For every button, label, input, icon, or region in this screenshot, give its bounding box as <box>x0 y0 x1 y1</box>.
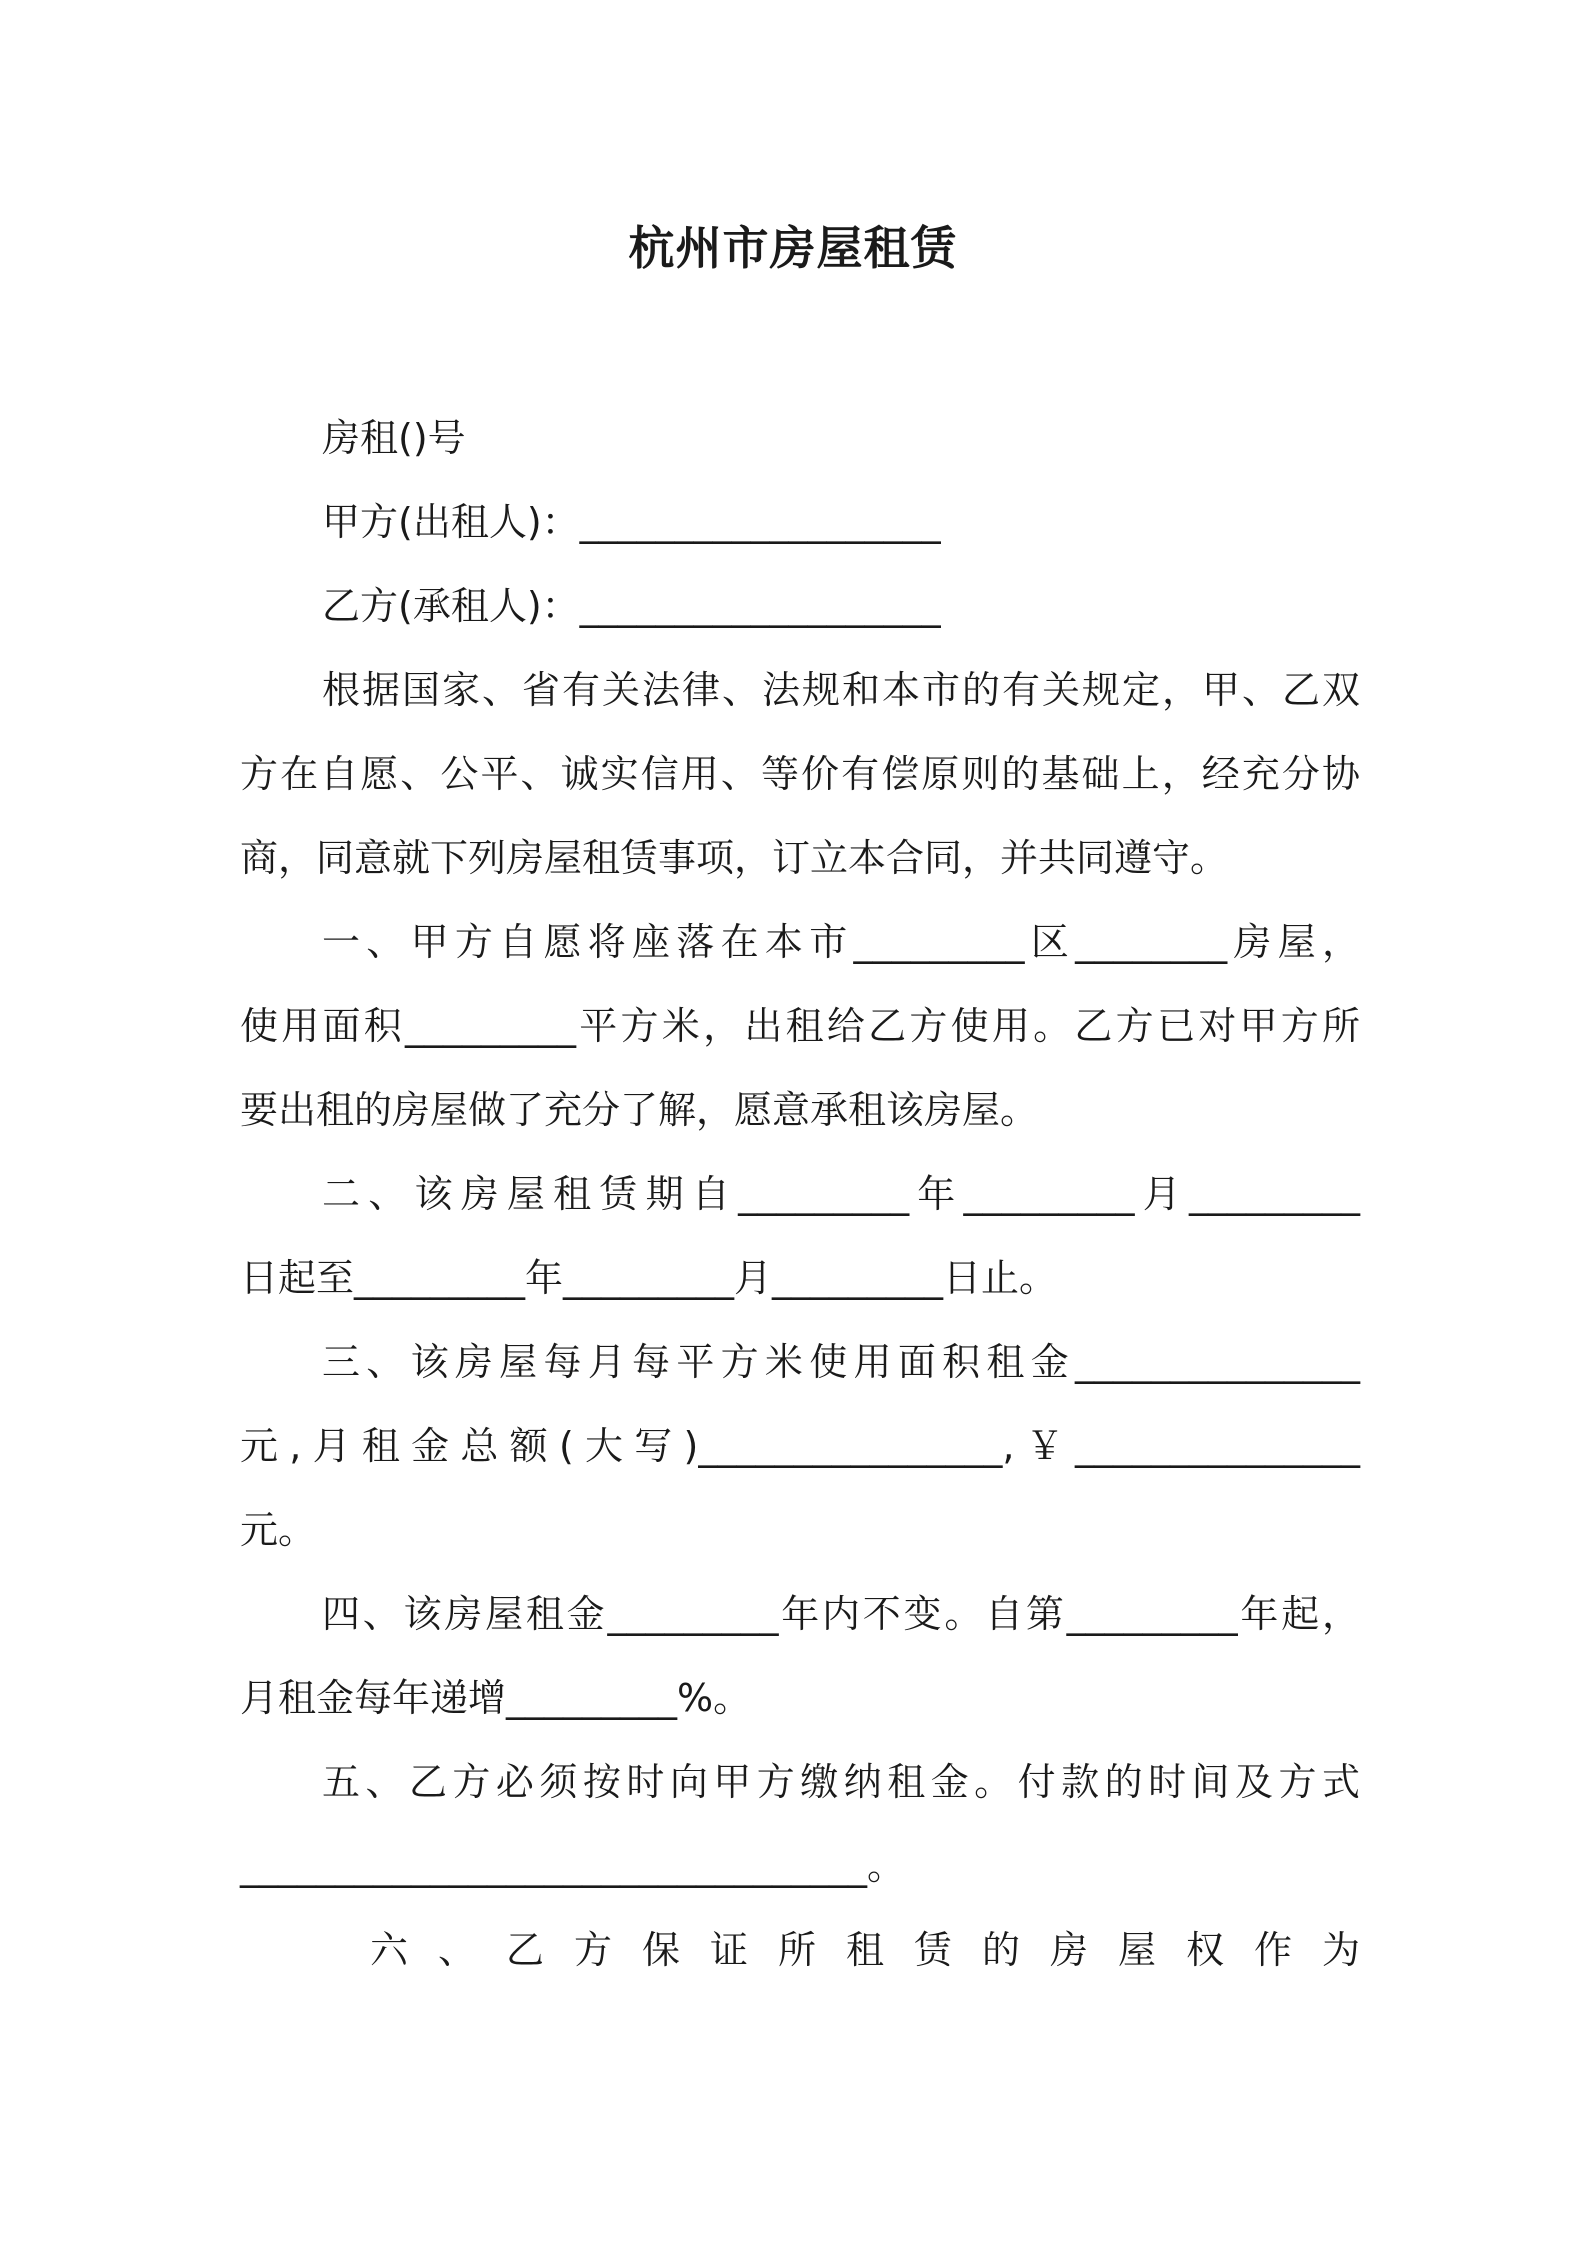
clause-1-line-3: 要出租的房屋做了充分了解，愿意承租该房屋。 <box>240 1088 1039 1132</box>
clause-4-line-1: 四、该房屋租金_________年内不变。自第_________年起， <box>322 1592 1360 1636</box>
clause-5-line-2: _________________________________。 <box>240 1844 906 1888</box>
clause-2-line-2: 日起至_________年_________月_________日止。 <box>240 1256 1058 1300</box>
clause-3-line-2: 元,月租金总额(大写)________________,￥_______________ <box>240 1424 1360 1468</box>
clause-3-line-1: 三、该房屋每月每平方米使用面积租金_______________ <box>322 1340 1360 1384</box>
clause-3-line-3: 元。 <box>240 1508 317 1552</box>
clause-1-line-1: 一、甲方自愿将座落在本市_________区________房屋， <box>322 920 1360 964</box>
clause-6-line-1: 六 、 乙 方 保 证 所 租 赁 的 房 屋 权 作 为 <box>370 1928 1360 1972</box>
preamble-line-1: 根据国家、省有关法律、法规和本市的有关规定，甲、乙双 <box>322 668 1360 712</box>
clause-5-line-1: 五、乙方必须按时向甲方缴纳租金。付款的时间及方式 <box>322 1760 1360 1804</box>
preamble-line-2: 方在自愿、公平、诚实信用、等价有偿原则的基础上，经充分协 <box>240 752 1360 796</box>
document-title: 杭州市房屋租赁 <box>628 221 958 275</box>
clause-2-line-1: 二、该房屋租赁期自_________年_________月_________ <box>322 1172 1360 1216</box>
contract-number: 房租()号 <box>322 416 466 460</box>
preamble-line-3: 商，同意就下列房屋租赁事项，订立本合同，并共同遵守。 <box>240 836 1229 880</box>
party-a-line: 甲方(出租人)：___________________ <box>322 500 941 544</box>
party-b-line: 乙方(承租人)：___________________ <box>322 584 941 628</box>
clause-1-line-2: 使用面积_________平方米，出租给乙方使用。乙方已对甲方所 <box>240 1004 1360 1048</box>
clause-4-line-2: 月租金每年递增_________%。 <box>240 1676 752 1720</box>
